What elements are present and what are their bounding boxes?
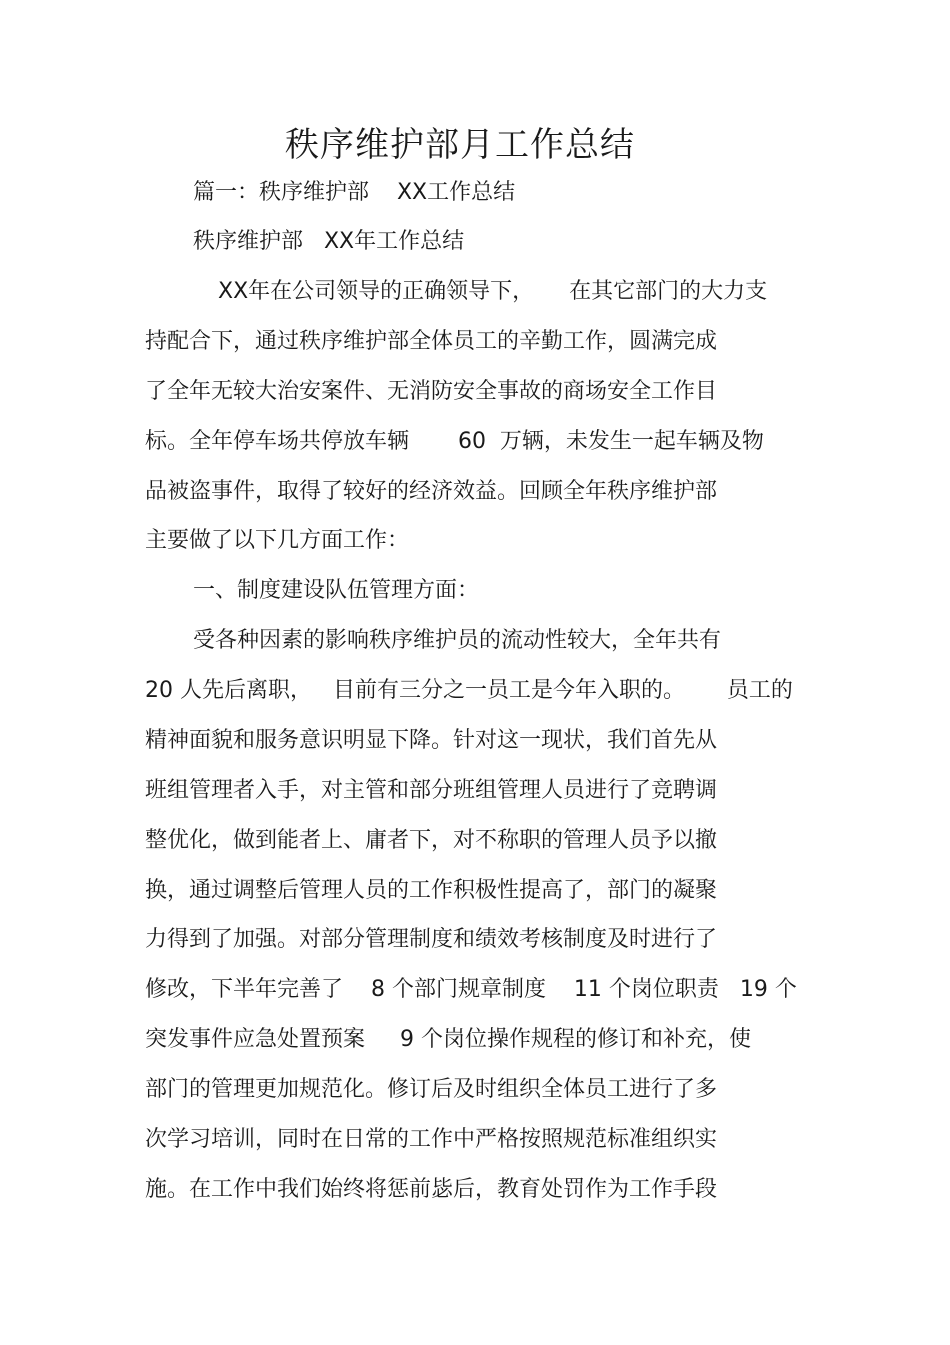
paragraph-line: 受各种因素的影响秩序维护员的流动性较大，全年共有 <box>193 628 722 653</box>
paragraph-line: 整优化，做到能者上、庸者下，对不称职的管理人员予以撤 <box>145 828 718 853</box>
paragraph-line: 次学习培训，同时在日常的工作中严格按照规范标准组织实 <box>145 1127 718 1152</box>
paragraph-line: 持配合下，通过秩序维护部全体员工的辛勤工作，圆满完成 <box>145 329 718 354</box>
paragraph-line: 标。全年停车场共停放车辆 60 万辆，未发生一起车辆及物 <box>145 429 764 454</box>
paragraph-line: XX年在公司领导的正确领导下， 在其它部门的大力支 <box>218 279 768 304</box>
paragraph-line: 施。在工作中我们始终将惩前毖后，教育处罚作为工作手段 <box>145 1177 718 1202</box>
paragraph-line: 20 人先后离职， 目前有三分之一员工是今年入职的。 员工的 <box>145 678 793 703</box>
section-heading: 一、制度建设队伍管理方面： <box>193 578 480 603</box>
paragraph-line: 班组管理者入手，对主管和部分班组管理人员进行了竞聘调 <box>145 778 718 803</box>
summary-heading: 秩序维护部 XX年工作总结 <box>193 229 465 254</box>
paragraph-line: 了全年无较大治安案件、无消防安全事故的商场安全工作目 <box>145 379 718 404</box>
document-title: 秩序维护部月工作总结 <box>285 125 635 165</box>
paragraph-line: 部门的管理更加规范化。修订后及时组织全体员工进行了多 <box>145 1077 718 1102</box>
paragraph-line: 换，通过调整后管理人员的工作积极性提高了，部门的凝聚 <box>145 878 718 903</box>
paragraph-line: 突发事件应急处置预案 9 个岗位操作规程的修订和补充，使 <box>145 1027 751 1052</box>
paragraph-line: 主要做了以下几方面工作： <box>145 528 410 553</box>
paragraph-line: 品被盗事件，取得了较好的经济效益。回顾全年秩序维护部 <box>145 479 718 504</box>
chapter-heading: 篇一：秩序维护部 XX工作总结 <box>193 180 516 205</box>
paragraph-line: 力得到了加强。对部分管理制度和绩效考核制度及时进行了 <box>145 927 718 952</box>
paragraph-line: 修改，下半年完善了 8 个部门规章制度 11 个岗位职责 19 个 <box>145 977 797 1002</box>
paragraph-line: 精神面貌和服务意识明显下降。针对这一现状，我们首先从 <box>145 728 718 753</box>
